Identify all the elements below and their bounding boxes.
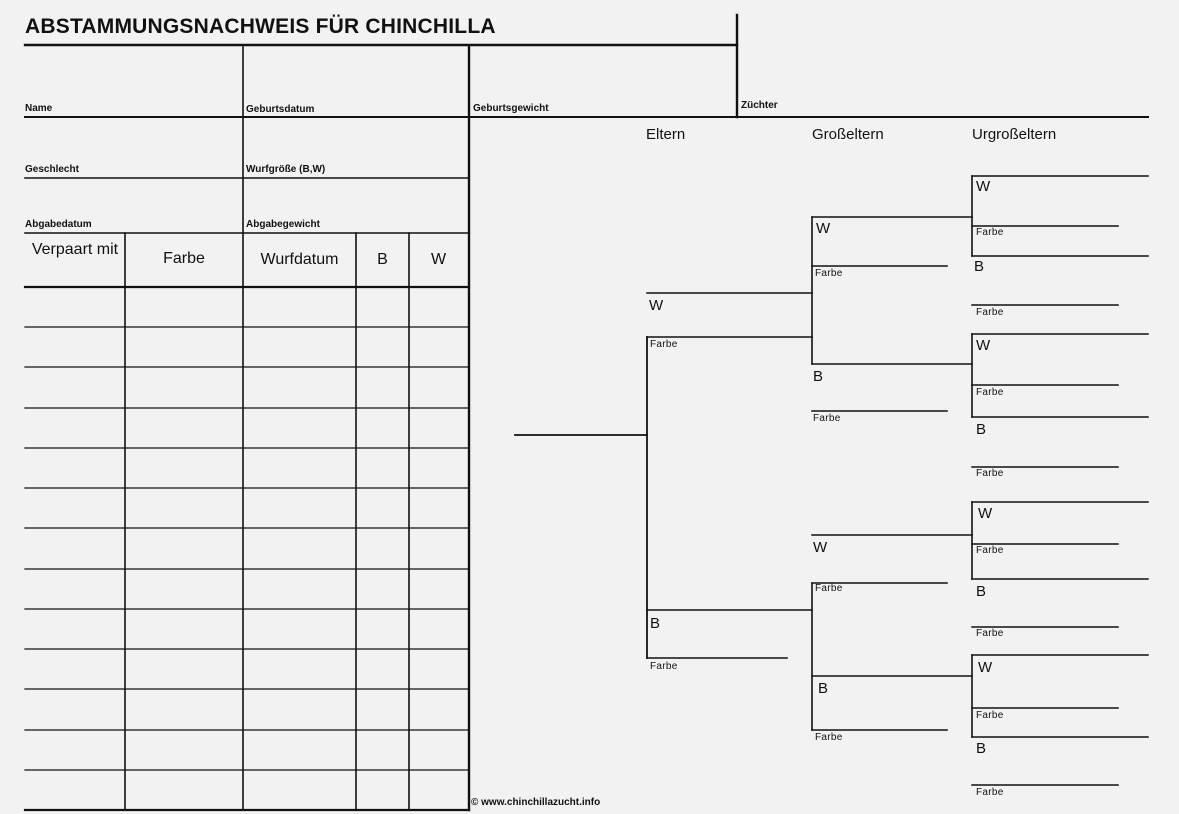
grandparent-2-male-label: B bbox=[813, 368, 824, 385]
great-grandparent-4-male-color: Farbe bbox=[976, 468, 1004, 479]
parent-female-color: Farbe bbox=[650, 339, 678, 350]
grandparent-3-female-color: Farbe bbox=[815, 583, 843, 594]
generation-parents: Eltern bbox=[646, 126, 686, 143]
birthweight-label: Geburtsgewicht bbox=[473, 103, 549, 114]
great-grandparent-2-male-label: B bbox=[974, 258, 985, 275]
great-grandparent-8-male-label: B bbox=[976, 740, 987, 757]
grandparent-2-male-color: Farbe bbox=[813, 413, 841, 424]
document-title: ABSTAMMUNGSNACHWEIS FÜR CHINCHILLA bbox=[25, 15, 496, 38]
generation-grandparents: Großeltern bbox=[812, 126, 884, 143]
great-grandparent-3-female-color: Farbe bbox=[976, 387, 1004, 398]
great-grandparent-6-male-color: Farbe bbox=[976, 628, 1004, 639]
parent-female-label: W bbox=[649, 297, 664, 314]
column-header-color: Farbe bbox=[163, 250, 205, 267]
great-grandparent-4-male-label: B bbox=[976, 421, 987, 438]
great-grandparent-7-female-color: Farbe bbox=[976, 710, 1004, 721]
great-grandparent-7-female-label: W bbox=[978, 659, 993, 676]
litter-size-label: Wurfgröße (B,W) bbox=[246, 164, 326, 175]
handover-weight-label: Abgabegewicht bbox=[246, 219, 320, 230]
name-label: Name bbox=[25, 103, 53, 114]
great-grandparent-1-female-label: W bbox=[976, 178, 991, 195]
great-grandparent-3-female-label: W bbox=[976, 337, 991, 354]
parent-male-label: B bbox=[650, 615, 661, 632]
grandparent-4-male-color: Farbe bbox=[815, 732, 843, 743]
grandparent-4-male-label: B bbox=[818, 680, 829, 697]
column-header-w: W bbox=[430, 251, 447, 268]
generation-great-grandparents: Urgroßeltern bbox=[972, 126, 1057, 143]
grandparent-3-female-label: W bbox=[813, 539, 828, 556]
column-header-b: B bbox=[377, 251, 388, 268]
footer-copyright: © www.chinchillazucht.info bbox=[471, 797, 601, 808]
great-grandparent-2-male-color: Farbe bbox=[976, 307, 1004, 318]
great-grandparent-5-female-label: W bbox=[978, 505, 993, 522]
column-header-litter-date: Wurfdatum bbox=[260, 251, 339, 268]
great-grandparent-8-male-color: Farbe bbox=[976, 787, 1004, 798]
handover-date-label: Abgabedatum bbox=[25, 219, 92, 230]
great-grandparent-1-female-color: Farbe bbox=[976, 227, 1004, 238]
parent-male-color: Farbe bbox=[650, 661, 678, 672]
great-grandparent-6-male-label: B bbox=[976, 583, 987, 600]
great-grandparent-5-female-color: Farbe bbox=[976, 545, 1004, 556]
grandparent-1-female-color: Farbe bbox=[815, 268, 843, 279]
sex-label: Geschlecht bbox=[25, 164, 79, 175]
breeder-label: Züchter bbox=[741, 100, 778, 111]
birthdate-label: Geburtsdatum bbox=[246, 104, 315, 115]
column-header-paired-with: Verpaart mit bbox=[31, 241, 119, 258]
grandparent-1-female-label: W bbox=[816, 220, 831, 237]
